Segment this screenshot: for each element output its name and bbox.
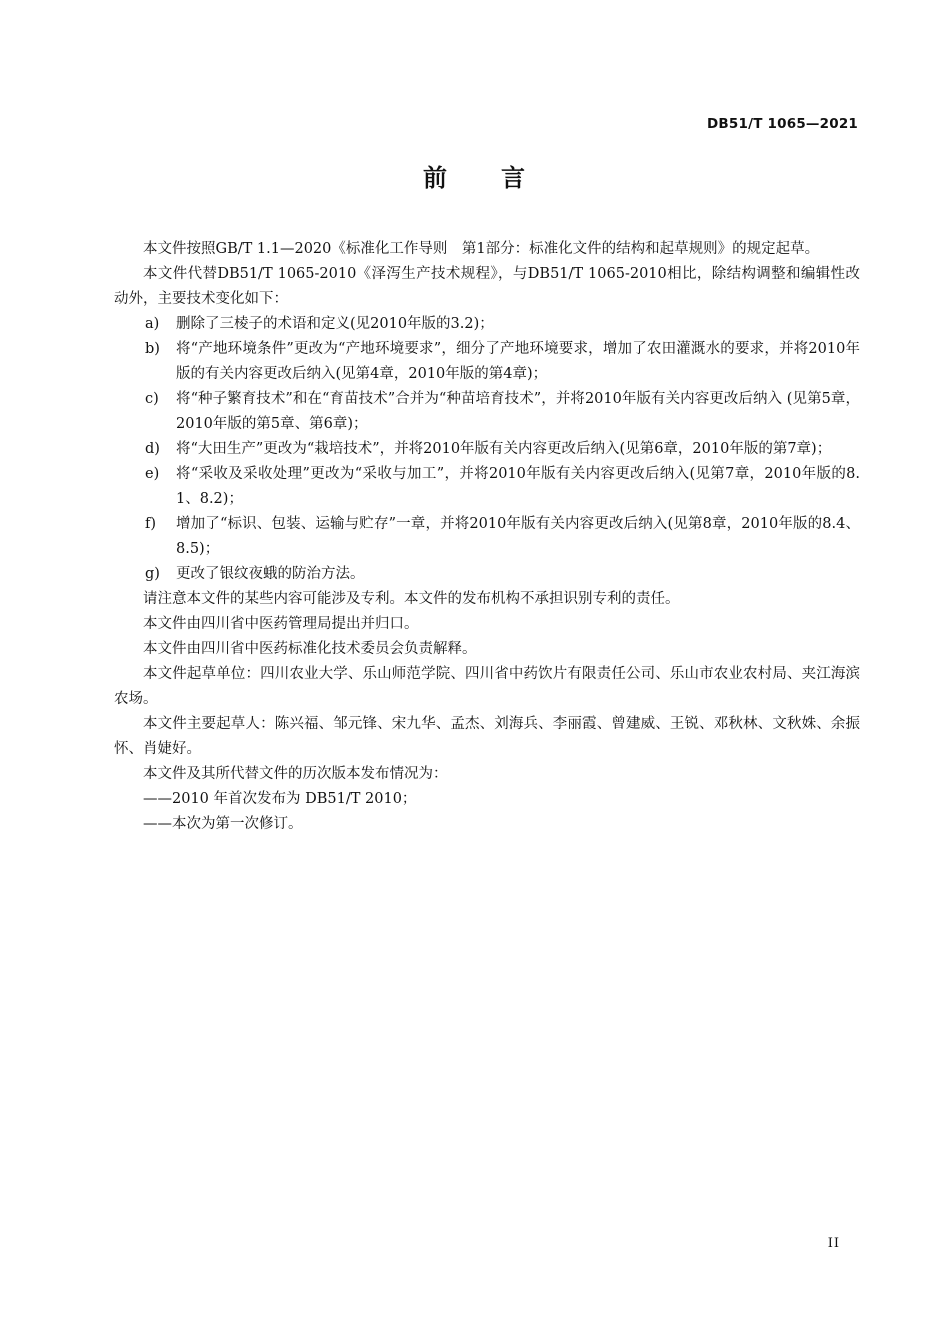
change-item-text: 将“种子繁育技术”和在“育苗技术”合并为“种苗培育技术”，并将2010年版有关内容更改后纳入 (见第5章，2010年版的第5章、第6章)； (176, 391, 860, 432)
change-item-text: 将“产地环境条件”更改为“产地环境要求”，细分了产地环境要求，增加了农田灌溉水的要求，并将2010年版的有关内容更改后纳入(见第4章，2010年版的第4章)； (176, 341, 860, 382)
change-item-text: 将“采收及采收处理”更改为“采收与加工”，并将2010年版有关内容更改后纳入(见第7章，2010年版的8.1、8.2)； (176, 466, 860, 507)
paragraph-replacement: 本文件代替DB51/T 1065-2010《泽泻生产技术规程》，与DB51/T 1065-2010相比，除结构调整和编辑性改动外，主要技术变化如下： (114, 266, 860, 307)
change-item-marker: f) (145, 516, 157, 532)
change-item (114, 562, 860, 587)
title-char-1: 前 (423, 164, 449, 192)
change-item (114, 312, 860, 337)
change-item-marker: e) (145, 466, 160, 482)
paragraph-interpreter: 本文件由四川省中医药标准化技术委员会负责解释。 (143, 641, 477, 657)
document-code: DB51/T 1065—2021 (707, 116, 858, 132)
change-item (114, 462, 860, 512)
paragraph-drafters: 本文件主要起草人：陈兴福、邹元锋、宋九华、孟杰、刘海兵、李丽霞、曾建威、王锐、邓秋林、文秋姝、余振怀、肖婕好。 (114, 716, 860, 757)
paragraph-proposer: 本文件由四川省中医药管理局提出并归口。 (143, 616, 419, 632)
foreword-body (114, 237, 860, 837)
page-number: II (827, 1236, 840, 1251)
paragraph-drafting-units: 本文件起草单位：四川农业大学、乐山师范学院、四川省中药饮片有限责任公司、乐山市农业农村局、夹江海滨农场。 (114, 666, 860, 707)
change-item (114, 387, 860, 437)
page-title (0, 158, 950, 193)
title-char-2: 言 (501, 164, 527, 192)
change-item (114, 512, 860, 562)
paragraph-history-intro: 本文件及其所代替文件的历次版本发布情况为： (143, 766, 448, 782)
change-item-marker: d) (145, 441, 160, 457)
change-item-marker: a) (145, 316, 160, 332)
history-item: ——本次为第一次修订。 (143, 816, 303, 832)
change-item-text: 删除了三棱子的术语和定义(见2010年版的3.2)； (176, 316, 494, 332)
paragraph-drafting-rules: 本文件按照GB/T 1.1—2020《标准化工作导则 第1部分：标准化文件的结构和起草规则》的规定起草。 (143, 241, 820, 257)
change-item (114, 437, 860, 462)
change-item-text: 更改了银纹夜蛾的防治方法。 (176, 566, 365, 582)
change-item-text: 将“大田生产”更改为“栽培技术”，并将2010年版有关内容更改后纳入(见第6章，2010年版的第7章)； (176, 441, 832, 457)
change-item-marker: b) (145, 341, 160, 357)
change-item-marker: c) (145, 391, 159, 407)
change-item-text: 增加了“标识、包装、运输与贮存”一章，并将2010年版有关内容更改后纳入(见第8章，2010年版的8.4、8.5)； (176, 516, 860, 557)
paragraph-patent-notice: 请注意本文件的某些内容可能涉及专利。本文件的发布机构不承担识别专利的责任。 (143, 591, 680, 607)
history-item: ——2010 年首次发布为 DB51/T 2010； (143, 791, 417, 807)
change-item-marker: g) (145, 566, 160, 582)
change-item (114, 337, 860, 387)
